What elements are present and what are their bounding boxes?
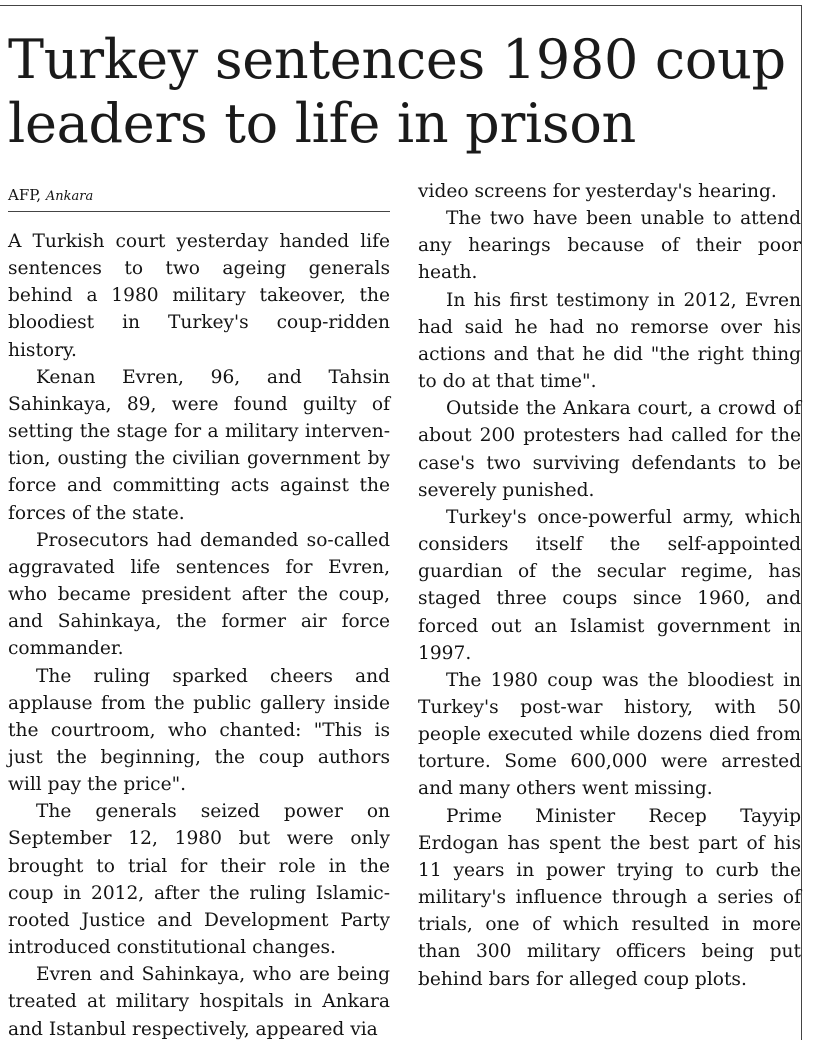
paragraph: Kenan Evren, 96, and Tahsin Sahinkaya, 89, were found guilty of setting the stage for a military intervention, ousting the civilian government by force and committing acts against the forces of the state. (8, 366, 390, 524)
paragraph: Prosecutors had demanded so-called aggravated life sentences for Evren, who became president after the coup, and Sahinkaya, the former air force commander. (8, 529, 390, 660)
top-rule (0, 5, 802, 6)
article-column-left (8, 228, 390, 1043)
paragraph: The two have been unable to attend any hearings because of their poor heath. (418, 208, 801, 284)
paragraph: In his first testimony in 2012, Evren had said he had no remorse over his actions and that he did "the right thing to do at that time". (418, 289, 801, 393)
article-column-right (418, 178, 801, 993)
right-rule (801, 5, 802, 1040)
paragraph: Prime Minister Recep Tayyip Erdogan has spent the best part of his 11 years in power trying to curb the military's influence through a series of trials, one of which resulted in more than 300 military officers being put behind bars for alleged coup plots. (418, 805, 801, 990)
paragraph: The generals seized power on September 12, 1980 but were only brought to trial for their role in the coup in 2012, after the ruling Islamic-rooted Justice and Development Party introduced constitutional changes. (8, 801, 390, 959)
byline-location: Ankara (45, 189, 94, 204)
paragraph: A Turkish court yesterday handed life sentences to two ageing generals behind a 1980 military takeover, the bloodiest in Turkey's coup-ridden history. (8, 231, 390, 361)
paragraph: The 1980 coup was the bloodiest in Turkey's post-war history, with 50 people executed while dozens died from torture. Some 600,000 were arrested and many others went missing. (418, 669, 801, 800)
paragraph-continuation: video screens for yesterday's hearing. (418, 181, 777, 202)
paragraph: The ruling sparked cheers and applause from the public gallery inside the courtroom, who chanted: "This is just the beginning, the coup authors will pay the price". (8, 665, 390, 796)
headline: Turkey sentences 1980 coup leaders to life in prison (8, 28, 786, 155)
byline-agency: AFP, (8, 186, 42, 204)
byline (8, 183, 390, 212)
paragraph: Evren and Sahinkaya, who are being treated at military hospitals in Ankara and Istanbul respectively, appeared via (8, 964, 390, 1040)
paragraph: Outside the Ankara court, a crowd of about 200 protesters had called for the case's two surviving defendants to be severely punished. (418, 398, 801, 501)
paragraph: Turkey's once-powerful army, which considers itself the self-appointed guardian of the secular regime, has staged three coups since 1960, and forced out an Islamist government in 1997. (418, 506, 801, 664)
